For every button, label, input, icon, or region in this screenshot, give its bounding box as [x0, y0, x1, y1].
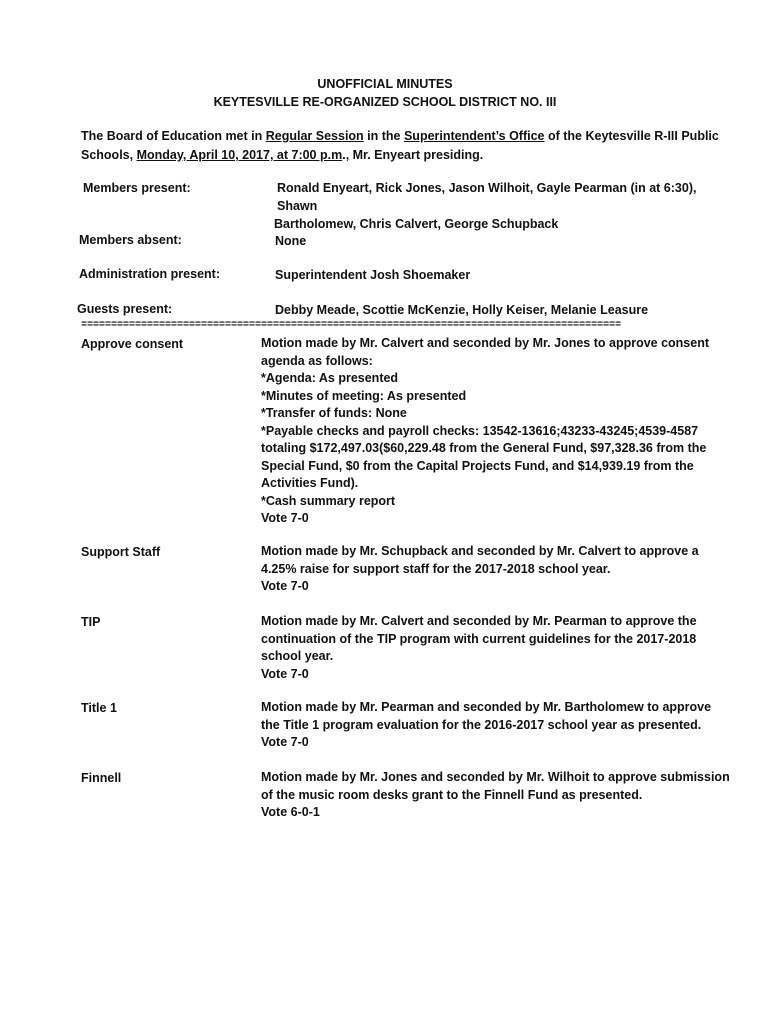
session-type: Regular Session [265, 129, 364, 143]
item-label-approve-consent: Approve consent [81, 337, 184, 351]
document-title: UNOFFICIAL MINUTES [317, 77, 453, 91]
item-line: Motion made by Mr. Calvert and seconded by Mr. Pearman to approve the [261, 614, 697, 628]
item-line: Vote 7-0 [261, 511, 309, 525]
members-present-line: Ronald Enyeart, Rick Jones, Jason Wilhoit, Gayle Pearman (in at 6:30), Shawn [277, 181, 697, 213]
intro-paragraph [81, 127, 721, 165]
meeting-location: Superintendent’s Office [403, 129, 545, 143]
item-line: *Transfer of funds: None [261, 406, 407, 420]
document-subtitle: KEYTESVILLE RE-ORGANIZED SCHOOL DISTRICT NO. III [213, 95, 557, 109]
item-line: totaling $172,497.03($60,229.48 from the General Fund, $97,328.36 from the [261, 441, 707, 455]
intro-text-4: ., Mr. Enyeart presiding. [342, 148, 484, 162]
item-line: Vote 7-0 [261, 579, 309, 593]
item-line: *Minutes of meeting: As presented [261, 388, 467, 403]
item-text-finnell [261, 769, 730, 822]
intro-text-2: in the [363, 129, 404, 143]
item-line: Vote 7-0 [261, 666, 309, 681]
item-line: of the music room desks grant to the Finnell Fund as presented. [261, 787, 643, 802]
item-label-title-1: Title 1 [81, 701, 117, 715]
item-line: school year. [261, 649, 334, 663]
members-absent-label: Members absent: [79, 233, 182, 247]
item-line: 4.25% raise for support staff for the 2017-2018 school year. [261, 561, 611, 576]
item-line: *Payable checks and payroll checks: 13542-13616;43233-43245;4539-4587 [261, 423, 699, 438]
item-line: Special Fund, $0 from the Capital Projects Fund, and $14,939.19 from the [261, 458, 694, 473]
members-present-value [274, 179, 737, 233]
intro-text-3: of the Keytesville R-III Public Schools, [81, 129, 719, 162]
item-line: *Agenda: As presented [261, 371, 399, 385]
item-text-approve-consent [261, 335, 723, 528]
meeting-date: Monday, April 10, 2017, at 7:00 p.m [136, 148, 343, 162]
item-text-title-1 [261, 699, 723, 752]
item-line: the Title 1 program evaluation for the 2016-2017 school year as presented. [261, 717, 702, 732]
item-line: Activities Fund). [261, 476, 359, 490]
administration-value: Superintendent Josh Shoemaker [275, 268, 471, 282]
item-text-tip [261, 613, 723, 683]
item-line: Motion made by Mr. Schupback and seconded by Mr. Calvert to approve a [261, 544, 699, 558]
item-label-support-staff: Support Staff [81, 545, 161, 559]
members-present-label: Members present: [83, 181, 191, 195]
intro-text-1: The Board of Education met in [81, 129, 266, 143]
item-line: agenda as follows: [261, 353, 373, 368]
guests-value: Debby Meade, Scottie McKenzie, Holly Keiser, Melanie Leasure [275, 303, 649, 317]
item-text-support-staff [261, 543, 723, 596]
item-line: Motion made by Mr. Pearman and seconded by Mr. Bartholomew to approve [261, 700, 712, 714]
item-label-finnell: Finnell [81, 771, 122, 785]
item-line: Vote 7-0 [261, 735, 309, 749]
members-present-line: Bartholomew, Chris Calvert, George Schupback [274, 217, 559, 231]
guests-label: Guests present: [77, 302, 173, 316]
item-line: Vote 6-0-1 [261, 805, 320, 819]
item-line: *Cash summary report [261, 493, 396, 508]
item-line: Motion made by Mr. Calvert and seconded by Mr. Jones to approve consent [261, 336, 710, 350]
separator-line: ========================================================================================== [81, 320, 622, 331]
item-label-tip: TIP [81, 615, 101, 629]
administration-label: Administration present: [79, 267, 220, 281]
item-line: Motion made by Mr. Jones and seconded by Mr. Wilhoit to approve submission [261, 770, 730, 784]
item-line: continuation of the TIP program with current guidelines for the 2017-2018 [261, 631, 697, 646]
members-absent-value: None [275, 234, 307, 248]
